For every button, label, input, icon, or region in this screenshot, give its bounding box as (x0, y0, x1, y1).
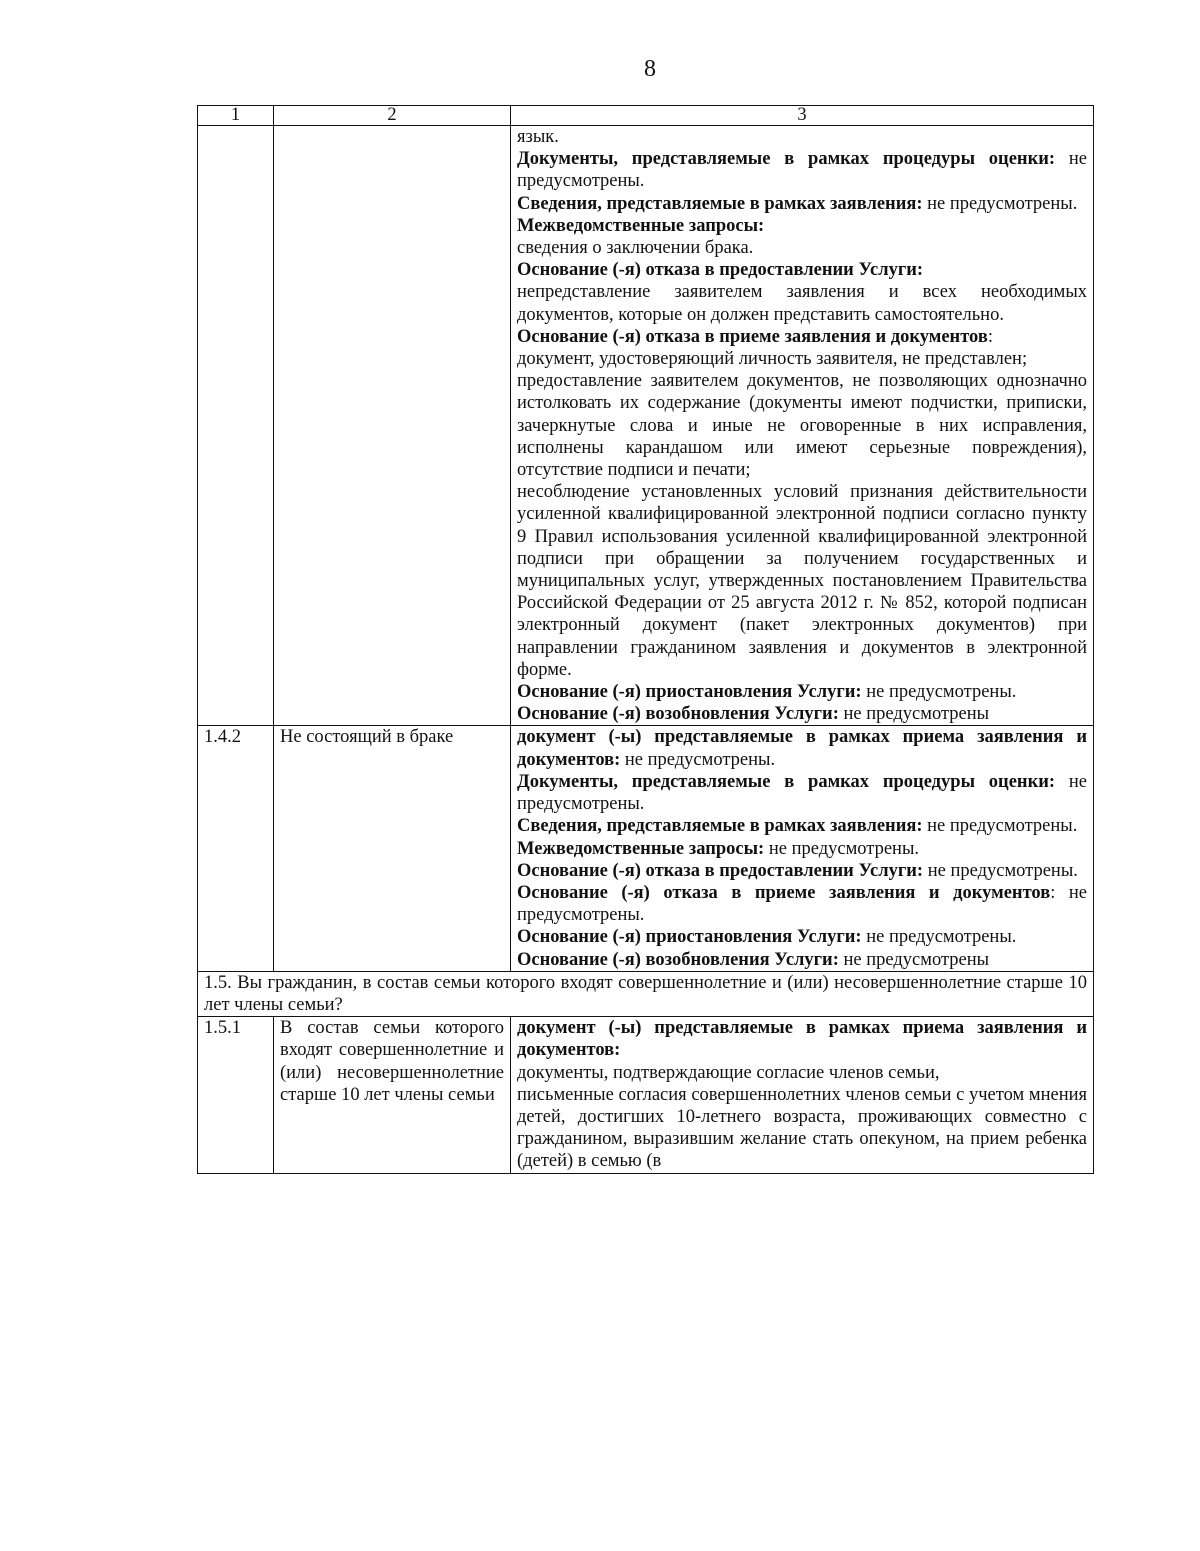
body-text: документ, удостоверяющий личность заявителя, не представлен; (517, 349, 1028, 370)
content-paragraph (517, 926, 1087, 948)
content-paragraph (517, 237, 1087, 259)
bold-heading-text: Сведения, представляемые в рамках заявления: (517, 193, 923, 214)
content-paragraph (517, 1062, 1087, 1084)
row-category: Не состоящий в браке (274, 726, 511, 971)
content-paragraph (517, 949, 1087, 971)
header-cell-3: 3 (511, 106, 1094, 126)
row-category (274, 126, 511, 726)
row-content (511, 1017, 1094, 1173)
body-text: не предусмотрены. (764, 838, 920, 859)
bold-heading-text: Межведомственные запросы: (517, 838, 765, 859)
body-text: несоблюдение установленных условий признания действительности усиленной квалифицированной электронной подписи согласно пункту 9 Правил использования усиленной квалифицированной электронной подписи при обращении за получением государственных и муниципальных услуг, утвержденных постановлением Правительства Российской Федерации от 25 августа 2012 г. № 852, которой подписан электронный документ (пакет электронных документов) при направлении гражданином заявления и документов в электронной форме. (517, 482, 1087, 680)
row-content (511, 726, 1094, 971)
bold-heading-text: Основание (-я) отказа в приеме заявления и документов (517, 882, 1051, 903)
content-paragraph (517, 815, 1087, 837)
row-number (198, 126, 274, 726)
content-paragraph (517, 681, 1087, 703)
body-text: язык. (517, 127, 559, 147)
content-paragraph (517, 370, 1087, 481)
content-paragraph (517, 838, 1087, 860)
body-text: предоставление заявителем документов, не позволяющих однозначно истолковать их содержание (документы имеют подчистки, приписки, зачеркнутые слова и иные не оговоренные в них исправления, исполнены карандашом или имеют серьезные повреждения), отсутствие подписи и печати; (517, 371, 1087, 481)
content-paragraph (517, 126, 1087, 148)
body-text: : не предусмотрены. (517, 882, 1087, 926)
bold-heading-text: Межведомственные запросы: (517, 215, 765, 236)
content-paragraph (517, 348, 1087, 370)
content-paragraph (517, 771, 1087, 815)
table-row (198, 1017, 1094, 1173)
content-paragraph (517, 193, 1087, 215)
bold-heading-text: документ (-ы) представляемые в рамках приема заявления и документов: (517, 1018, 1087, 1061)
content-paragraph (517, 215, 1087, 237)
page-number: 8 (644, 56, 656, 82)
header-cell-2: 2 (274, 106, 511, 126)
content-paragraph (517, 703, 1087, 725)
body-text: не предусмотрены. (922, 193, 1078, 214)
content-paragraph (517, 860, 1087, 882)
bold-heading-text: Основание (-я) приостановления Услуги: (517, 927, 862, 948)
body-text: не предусмотрены. (861, 927, 1017, 948)
body-text: не предусмотрены. (922, 816, 1078, 837)
content-paragraph (517, 481, 1087, 681)
content-paragraph (517, 1017, 1087, 1061)
bold-heading-text: Документы, представляемые в рамках процедуры оценки: (517, 771, 1056, 792)
bold-heading-text: Основание (-я) отказа в предоставлении Услуги: (517, 260, 924, 281)
header-cell-1: 1 (198, 106, 274, 126)
body-text: не предусмотрены. (923, 860, 1078, 881)
row-number: 1.5.1 (198, 1017, 274, 1173)
content-paragraph (517, 259, 1087, 281)
bold-heading-text: документ (-ы) представляемые в рамках приема заявления и документов: (517, 727, 1087, 770)
section-question: 1.5. Вы гражданин, в состав семьи которого входят совершеннолетние и (или) несовершеннолетние старше 10 лет члены семьи? (198, 971, 1094, 1016)
content-paragraph (517, 281, 1087, 325)
bold-heading-text: Основание (-я) отказа в приеме заявления и документов (517, 326, 988, 347)
bold-heading-text: Основание (-я) отказа в предоставлении Услуги: (517, 860, 924, 881)
content-paragraph (517, 882, 1087, 926)
content-paragraph (517, 726, 1087, 770)
body-text: не предусмотрены. (861, 682, 1017, 703)
body-text: не предусмотрены. (620, 749, 776, 770)
bold-heading-text: Основание (-я) возобновления Услуги: (517, 704, 839, 725)
table-row (198, 126, 1094, 726)
body-text: не предусмотрены. (517, 149, 1087, 192)
content-paragraph (517, 1084, 1087, 1173)
body-text: не предусмотрены (838, 949, 990, 970)
body-text: непредставление заявителем заявления и всех необходимых документов, которые он должен представить самостоятельно. (517, 282, 1087, 325)
body-text: документы, подтверждающие согласие членов семьи, (517, 1062, 940, 1083)
body-text: не предусмотрены. (517, 771, 1087, 815)
table-header-row (198, 106, 1094, 126)
row-number: 1.4.2 (198, 726, 274, 971)
table-row (198, 726, 1094, 971)
content-paragraph (517, 148, 1087, 192)
document-table (197, 105, 1094, 1174)
bold-heading-text: Документы, представляемые в рамках процедуры оценки: (517, 149, 1056, 170)
bold-heading-text: Сведения, представляемые в рамках заявления: (517, 816, 923, 837)
content-paragraph (517, 326, 1087, 348)
bold-heading-text: Основание (-я) приостановления Услуги: (517, 682, 862, 703)
row-content (511, 126, 1094, 726)
section-question-row (198, 971, 1094, 1016)
body-text: : (987, 326, 993, 347)
body-text: сведения о заключении брака. (517, 238, 754, 259)
body-text: не предусмотрены (838, 704, 990, 725)
body-text: письменные согласия совершеннолетних членов семьи с учетом мнения детей, достигших 10-летнего возраста, проживающих совместно с гражданином, выразившим желание стать опекуном, на прием ребенка (детей) в семью (в (517, 1084, 1087, 1172)
row-category: В состав семьи которого входят совершеннолетние и (или) несовершеннолетние старше 10 лет члены семьи (274, 1017, 511, 1173)
bold-heading-text: Основание (-я) возобновления Услуги: (517, 949, 839, 970)
